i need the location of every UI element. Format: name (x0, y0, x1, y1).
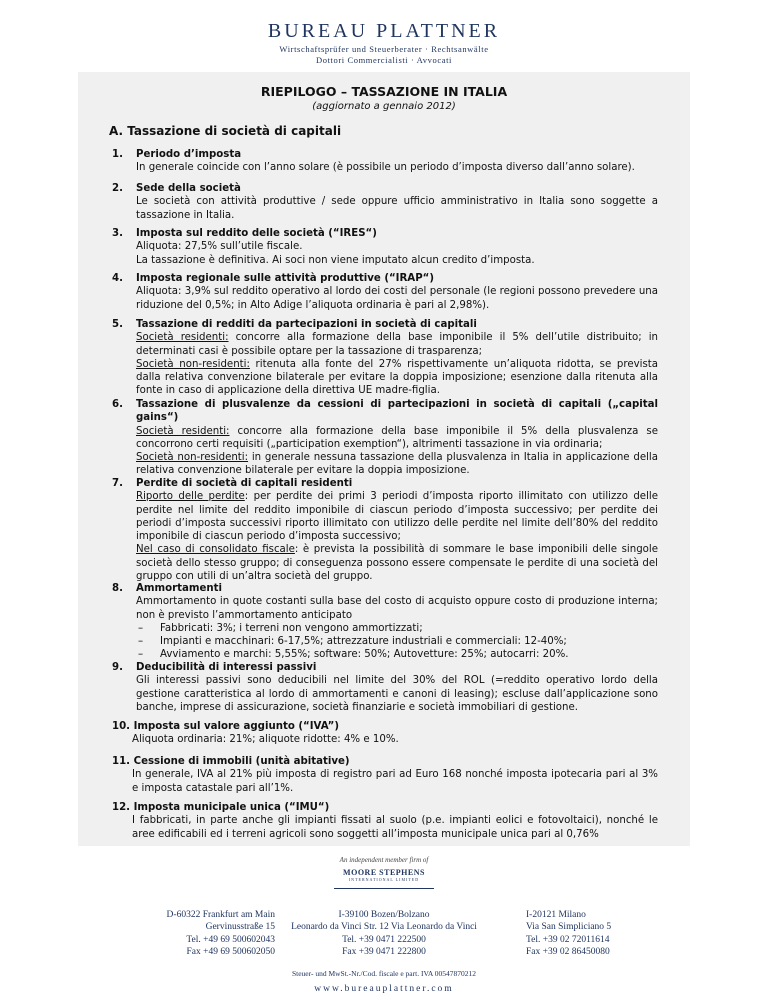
item-text: In generale coincide con l’anno solare (è possibile un periodo d’imposta diverso dall’anno solare). (136, 162, 635, 174)
text-consolidato: : è prevista la possibilità di sommare le base imponibili delle singole società dello stesso gruppo; di conseguenza possono essere compensate le perdite di una società del gruppo con utili di un’altra società del gruppo. (136, 544, 659, 583)
item-text-line: Aliquota: 27,5% sull’utile fiscale. (136, 241, 303, 253)
document-date: (aggiornato a gennaio 2012) (312, 101, 456, 112)
text-residenti: concorre alla formazione della base imponibile il 5% della plusvalenza se concorrono certi requisiti („participation exemption“), altrimenti tassazione in via ordinaria; (136, 425, 658, 450)
address-line: Tel. +39 02 72011614 (526, 934, 610, 945)
letterhead (0, 0, 768, 72)
label-residenti: Società residenti: (136, 425, 230, 437)
bullet-item: – Impianti e macchinari: 6-17,5%; attrezzature industriali e commerciali: 12-40%; (136, 635, 658, 648)
text-non-residenti: ritenuta alla fonte del 27% rispettivamente un’aliquota ridotta, se prevista dalla relativa convenzione bilaterale per evitare la doppia imposizione; esenzione dalla ritenuta alla fonte in caso di applicazione della direttiva UE madre-figlia. (136, 358, 658, 397)
address-line: I-39100 Bozen/Bolzano (338, 910, 430, 920)
firm-subtitle-de: Wirtschaftsprüfer und Steuerberater · Rechtsanwälte (279, 44, 489, 54)
item-title: Imposta sul reddito delle società (“IRES“) (136, 228, 377, 239)
address-line: Fax +49 69 500602050 (186, 946, 275, 957)
address-milano (526, 909, 676, 958)
address-line: Leonardo da Vinci Str. 12 Via Leonardo da Vinci (291, 922, 477, 933)
item-title: 11. Cessione di immobili (unità abitative) (112, 756, 350, 767)
item-text: In generale, IVA al 21% più imposta di registro pari ad Euro 168 nonché imposta ipotecaria pari al 3% e imposta catastale pari all’1%. (132, 769, 658, 794)
item-text: Gli interessi passivi sono deducibili nel limite del 30% del ROL (=reddito operativo lordo della gestione caratteristica al lordo di ammortamenti e canoni di leasing); escluse dall’applicazione sono banche, imprese di assicurazione, società finanziarie e società immobiliari di gestione. (136, 675, 658, 713)
firm-subtitle-it: Dottori Commercialisti · Avvocati (315, 55, 453, 65)
item-periodo-imposta (112, 148, 658, 175)
address-bolzano (284, 909, 484, 958)
tax-id: Steuer- und MwSt.-Nr./Cod. fiscale e part. IVA 00547870212 (291, 969, 477, 978)
item-title: Tassazione di plusvalenze da cessioni di partecipazioni in società di capitali („capital gains“) (136, 399, 658, 424)
item-title: Tassazione di redditi da partecipazioni in società di capitali (136, 319, 477, 330)
item-text: Aliquota ordinaria: 21%; aliquote ridotte: 4% e 10%. (132, 734, 399, 746)
address-line: D-60322 Frankfurt am Main (166, 910, 275, 920)
item-ires (112, 227, 658, 267)
footer (0, 846, 768, 994)
firm-logo-name: BUREAU PLATTNER (267, 20, 501, 42)
item-number: 5. (112, 319, 123, 330)
address-line: Via San Simpliciano 5 (526, 922, 612, 933)
item-capital-gains (112, 398, 658, 478)
item-imu (112, 801, 658, 841)
item-title: Perdite di società di capitali residenti (136, 478, 353, 489)
item-number: 8. (112, 583, 123, 594)
address-frankfurt (115, 909, 275, 958)
address-line: Fax +39 0471 222800 (342, 946, 426, 957)
item-text: Aliquota: 3,9% sul reddito operativo al lordo dei costi del personale (le regioni possono prevedere una riduzione del 0,5%; in Alto Adige l’aliquota ordinaria è pari al 2,98%). (136, 286, 658, 311)
bullet-item: – Fabbricati: 3%; i terreni non vengono ammortizzati; (136, 622, 658, 635)
item-text: Ammortamento in quote costanti sulla base del costo di acquisto oppure costo di produzione interna; non è previsto l’ammortamento anticipato (136, 596, 658, 621)
item-number: 7. (112, 478, 123, 489)
text-riporto-perdite: : per perdite dei primi 3 periodi d’imposta riporto illimitato con utilizzo delle perdite nel limite del reddito imponibile di ciascun periodo d’imposta successivo; per perdite dei periodi d’imposta successivi riporto illimitato con utilizzo delle perdite nel limite dell’80% del reddito imponibile di ciascun periodo d’imposta successivo; (136, 491, 659, 543)
item-redditi-partecipazioni (112, 318, 658, 398)
item-ammortamenti (112, 582, 658, 662)
label-non-residenti: Società non-residenti: (136, 358, 250, 370)
network-tag: INTERNATIONAL LIMITED (348, 877, 420, 882)
address-line: Tel. +39 0471 222500 (342, 934, 426, 945)
content-panel (78, 72, 690, 846)
item-text: Le società con attività produttive / sede oppure ufficio amministrativo in Italia sono soggette a tassazione in Italia. (136, 196, 658, 221)
item-title: Ammortamenti (136, 583, 223, 594)
bullet-item: – Avviamento e marchi: 5,55%; software: 50%; Autovetture: 25%; autocarri: 20%. (136, 648, 658, 661)
item-sede-societa (112, 182, 658, 222)
section-heading: A. Tassazione di società di capitali (109, 124, 342, 138)
address-line: Fax +39 02 86450080 (526, 946, 610, 957)
item-text: I fabbricati, in parte anche gli impianti fissati al suolo (p.e. impianti eolici e fotovoltaici), nonché le aree edificabili ed i terreni agricoli sono soggetti all’imposta municipale unica pari al 0,76% (132, 815, 658, 840)
label-non-residenti: Società non-residenti: (136, 452, 249, 464)
item-number: 2. (112, 183, 123, 194)
document-title: RIEPILOGO – TASSAZIONE IN ITALIA (260, 84, 508, 99)
address-line: Tel. +49 69 500602043 (186, 934, 275, 945)
item-number: 6. (112, 399, 123, 410)
item-number: 1. (112, 149, 123, 160)
item-title: Imposta regionale sulle attività produttive (“IRAP“) (136, 273, 435, 284)
item-number: 9. (112, 662, 123, 673)
network-name: MOORE STEPHENS (343, 868, 425, 877)
item-number: 4. (112, 273, 123, 284)
item-number: 3. (112, 228, 123, 239)
item-irap (112, 272, 658, 312)
item-perdite (112, 477, 658, 583)
address-line: I-20121 Milano (526, 910, 586, 920)
item-title: 12. Imposta municipale unica (“IMU“) (112, 802, 330, 813)
item-title: 10. Imposta sul valore aggiunto (“IVA”) (112, 721, 339, 732)
item-cessione-immobili (112, 755, 658, 795)
item-text-line: La tassazione è definitiva. Ai soci non viene imputato alcun credito d’imposta. (136, 254, 535, 266)
label-consolidato: Nel caso di consolidato fiscale (136, 544, 295, 556)
independent-member-note: An independent member firm of (339, 856, 429, 864)
item-iva (112, 720, 658, 747)
text-non-residenti: in generale nessuna tassazione della plusvalenza in Italia in applicazione della relativa convenzione bilaterale per evitare la doppia imposizione. (136, 452, 658, 477)
label-riporto-perdite: Riporto delle perdite (136, 491, 245, 503)
text-residenti: concorre alla formazione della base imponibile il 5% dell’utile distribuito; in determinati casi è possibile optare per la tassazione di trasparenza; (136, 332, 658, 357)
item-interessi-passivi (112, 661, 658, 714)
item-title: Sede della società (136, 183, 241, 194)
moore-stephens-logo (334, 868, 434, 889)
label-residenti: Società residenti: (136, 332, 229, 344)
website-link[interactable]: www.bureauplattner.com (314, 984, 454, 994)
item-title: Deducibilità di interessi passivi (136, 662, 317, 673)
address-line: Gervinusstraße 15 (205, 922, 275, 933)
item-title: Periodo d’imposta (136, 149, 242, 160)
